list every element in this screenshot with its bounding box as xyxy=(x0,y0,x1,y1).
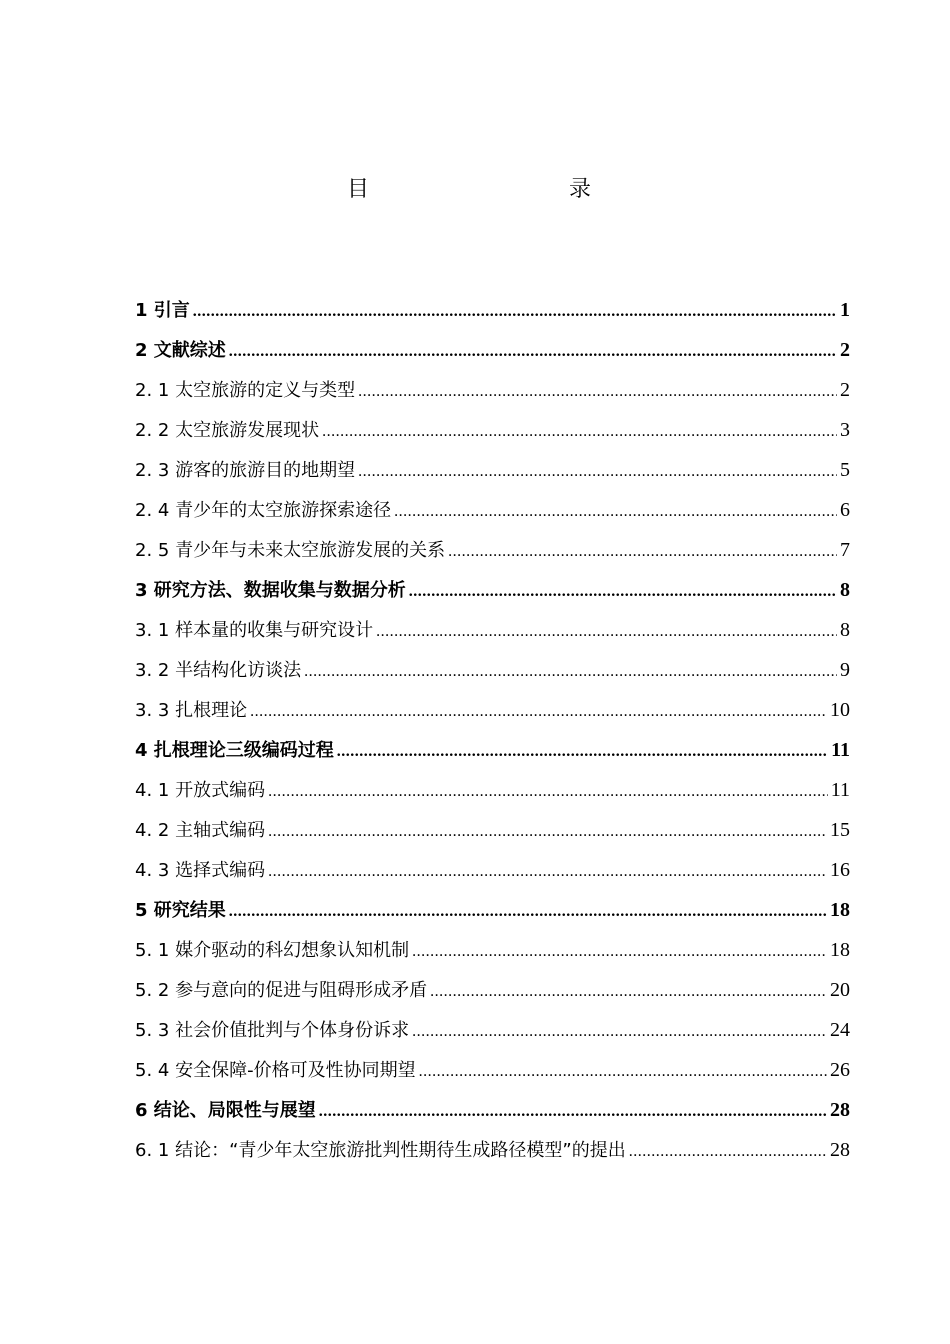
toc-entry[interactable] xyxy=(135,730,850,770)
toc-entry[interactable] xyxy=(135,330,850,370)
toc-entry-page-number: 24 xyxy=(830,1019,850,1041)
toc-dot-leader xyxy=(250,692,827,732)
toc-entry-page-number: 28 xyxy=(830,1139,850,1161)
toc-dot-leader xyxy=(337,732,828,772)
table-of-contents xyxy=(135,290,850,1170)
toc-entry-label: 3. 3 扎根理论 xyxy=(135,700,248,721)
toc-entry[interactable] xyxy=(135,930,850,970)
toc-entry[interactable] xyxy=(135,450,850,490)
toc-entry-label: 3 研究方法、数据收集与数据分析 xyxy=(135,580,406,601)
toc-dot-leader xyxy=(448,532,837,572)
toc-entry-page-number: 1 xyxy=(840,299,850,321)
toc-entry[interactable] xyxy=(135,570,850,610)
toc-entry-page-number: 2 xyxy=(840,379,850,401)
toc-entry-label: 4. 1 开放式编码 xyxy=(135,780,266,801)
toc-entry-label: 2. 3 游客的旅游目的地期望 xyxy=(135,460,356,481)
toc-entry[interactable] xyxy=(135,770,850,810)
toc-entry[interactable] xyxy=(135,690,850,730)
toc-entry-label: 2 文献综述 xyxy=(135,340,226,361)
toc-dot-leader xyxy=(419,1052,827,1092)
toc-entry-page-number: 28 xyxy=(830,1099,850,1121)
toc-entry[interactable] xyxy=(135,610,850,650)
toc-entry-page-number: 18 xyxy=(830,899,850,921)
toc-entry[interactable] xyxy=(135,1010,850,1050)
toc-entry[interactable] xyxy=(135,850,850,890)
toc-dot-leader xyxy=(358,452,837,492)
toc-entry-page-number: 15 xyxy=(830,819,850,841)
toc-dot-leader xyxy=(322,412,837,452)
toc-dot-leader xyxy=(409,572,837,612)
toc-entry-page-number: 11 xyxy=(830,779,850,801)
toc-entry-page-number: 26 xyxy=(830,1059,850,1081)
toc-entry-label: 3. 2 半结构化访谈法 xyxy=(135,660,302,681)
toc-entry[interactable] xyxy=(135,1050,850,1090)
toc-entry[interactable] xyxy=(135,370,850,410)
toc-entry-page-number: 8 xyxy=(840,619,850,641)
toc-title: 目 录 xyxy=(346,177,643,202)
toc-entry[interactable] xyxy=(135,890,850,930)
toc-dot-leader xyxy=(268,772,828,812)
toc-entry[interactable] xyxy=(135,1090,850,1130)
toc-dot-leader xyxy=(304,652,837,692)
toc-dot-leader xyxy=(319,1092,827,1132)
toc-entry-label: 4. 2 主轴式编码 xyxy=(135,820,266,841)
toc-entry-page-number: 6 xyxy=(840,499,850,521)
toc-dot-leader xyxy=(229,332,837,372)
toc-entry-label: 2. 2 太空旅游发展现状 xyxy=(135,420,320,441)
toc-dot-leader xyxy=(376,612,837,652)
toc-entry-page-number: 18 xyxy=(830,939,850,961)
toc-entry-label: 6 结论、局限性与展望 xyxy=(135,1100,316,1121)
toc-dot-leader xyxy=(268,812,827,852)
toc-entry-label: 5. 2 参与意向的促进与阻碍形成矛盾 xyxy=(135,980,428,1001)
toc-dot-leader xyxy=(629,1132,827,1172)
toc-entry-label: 3. 1 样本量的收集与研究设计 xyxy=(135,620,374,641)
toc-entry-label: 4 扎根理论三级编码过程 xyxy=(135,740,334,761)
toc-dot-leader xyxy=(394,492,837,532)
toc-entry-label: 5. 1 媒介驱动的科幻想象认知机制 xyxy=(135,940,410,961)
toc-entry-page-number: 16 xyxy=(830,859,850,881)
toc-entry-page-number: 5 xyxy=(840,459,850,481)
toc-entry-label: 2. 1 太空旅游的定义与类型 xyxy=(135,380,356,401)
toc-entry[interactable] xyxy=(135,410,850,450)
toc-entry-page-number: 2 xyxy=(840,339,850,361)
toc-entry[interactable] xyxy=(135,490,850,530)
toc-dot-leader xyxy=(268,852,827,892)
toc-entry-page-number: 20 xyxy=(830,979,850,1001)
toc-dot-leader xyxy=(193,292,837,332)
toc-entry-label: 1 引言 xyxy=(135,300,190,321)
toc-dot-leader xyxy=(412,1012,827,1052)
toc-dot-leader xyxy=(229,892,827,932)
toc-entry-label: 5 研究结果 xyxy=(135,900,226,921)
toc-entry-page-number: 9 xyxy=(840,659,850,681)
toc-entry[interactable] xyxy=(135,1130,850,1170)
toc-entry[interactable] xyxy=(135,290,850,330)
toc-entry[interactable] xyxy=(135,810,850,850)
toc-entry[interactable] xyxy=(135,650,850,690)
toc-entry-page-number: 3 xyxy=(840,419,850,441)
toc-entry-label: 5. 3 社会价值批判与个体身份诉求 xyxy=(135,1020,410,1041)
toc-dot-leader xyxy=(412,932,827,972)
toc-entry-page-number: 11 xyxy=(831,739,850,761)
toc-entry-label: 2. 4 青少年的太空旅游探索途径 xyxy=(135,500,392,521)
toc-entry-label: 2. 5 青少年与未来太空旅游发展的关系 xyxy=(135,540,446,561)
toc-entry-page-number: 10 xyxy=(830,699,850,721)
toc-entry[interactable] xyxy=(135,530,850,570)
toc-entry-label: 5. 4 安全保障-价格可及性协同期望 xyxy=(135,1060,416,1081)
toc-dot-leader xyxy=(358,372,837,412)
toc-entry-label: 4. 3 选择式编码 xyxy=(135,860,266,881)
toc-entry[interactable] xyxy=(135,970,850,1010)
toc-entry-page-number: 8 xyxy=(840,579,850,601)
toc-entry-page-number: 7 xyxy=(840,539,850,561)
toc-entry-label: 6. 1 结论：“青少年太空旅游批判性期待生成路径模型”的提出 xyxy=(135,1140,626,1161)
toc-dot-leader xyxy=(430,972,827,1012)
